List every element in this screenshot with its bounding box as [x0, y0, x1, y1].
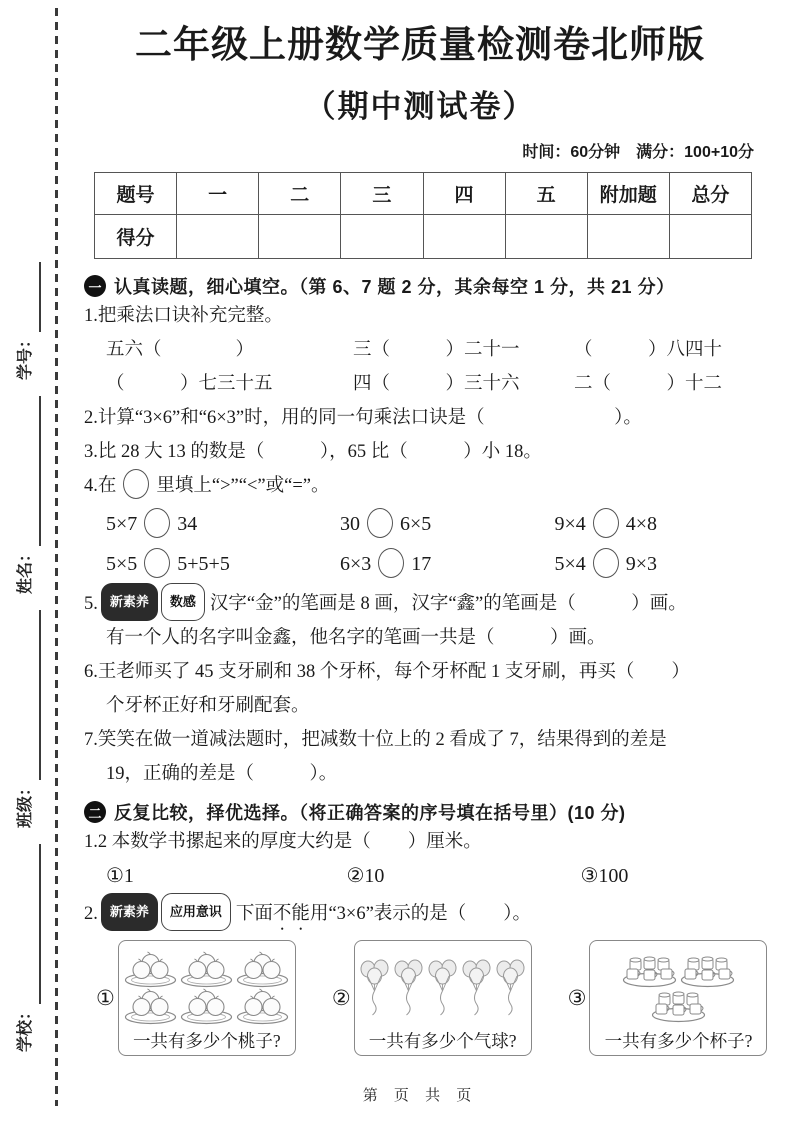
s1-q5-text: 汉字“金”的笔画是 8 画，汉字“鑫”的笔画是（ ）画。: [209, 594, 687, 614]
choice-caption: 一共有多少个杯子?: [604, 1031, 753, 1051]
balloon-bunch-icon: [461, 958, 492, 1018]
score-header-cell: 三: [341, 173, 423, 215]
compare-item: [555, 508, 757, 538]
name-label: 姓名：: [17, 545, 34, 594]
s1-q2-text: 2.计算“3×6”和“6×3”时，用的同一句乘法口诀是（ ）。: [84, 408, 642, 428]
balloon-bunches-group: [358, 946, 528, 1030]
class-label: 班级：: [17, 779, 34, 828]
choice-balloons: [332, 940, 532, 1056]
score-blank-cell: [669, 215, 751, 259]
new-literacy-badge: 新素养: [101, 893, 158, 931]
circled-number: ①: [96, 985, 115, 1010]
compare-item: [106, 548, 340, 578]
compare-item: [106, 508, 340, 538]
compare-left: 5×7: [106, 513, 138, 535]
balloon-bunch-icon: [359, 958, 390, 1018]
question-number: 2.: [84, 904, 98, 924]
score-blank-cell: [341, 215, 423, 259]
compare-circle-icon: [593, 548, 619, 578]
student-number-field: [13, 262, 41, 380]
paper-main-column: [84, 0, 756, 1056]
s1-q4-row1: [106, 503, 756, 543]
school-label: 学校：: [17, 1003, 34, 1052]
section-one-icon: 一: [84, 275, 106, 297]
compare-circle-icon: [144, 548, 170, 578]
compare-circle-icon: [593, 508, 619, 538]
s1-q1-row2: [106, 367, 756, 401]
s2-q1-text: 1.2 本数学书摞起来的厚度大约是（ ）厘米。: [84, 832, 482, 852]
score-header-cell: 题号: [95, 173, 177, 215]
s2-q2-post: 用“3×6”表示的是（ ）。: [309, 904, 532, 924]
score-table: [94, 172, 752, 259]
choice-peaches: [96, 940, 296, 1056]
compare-right: 6×5: [400, 513, 432, 535]
paper-subtitle: （期中测试卷）: [304, 89, 536, 124]
s1-q6-line1: 6.王老师买了 45 支牙刷和 38 个牙杯，每个牙杯配 1 支牙刷，再买（ ）: [84, 662, 690, 682]
compare-item: [340, 548, 555, 578]
s2-q2-choice-images: [96, 940, 756, 1056]
s1-q4-row2: [106, 543, 756, 583]
s1-q1-text: 1.把乘法口诀补充完整。: [84, 306, 283, 326]
balloon-bunch-icon: [427, 958, 458, 1018]
cup-plate-icon: [622, 953, 677, 988]
s2-q2-pre: 下面: [235, 904, 273, 924]
s1-q3-text: 3.比 28 大 13 的数是（ ），65 比（ ）小 18。: [84, 442, 542, 462]
formula-blank: 三（ ）二十一: [353, 340, 520, 360]
formula-blank: 二（ ）十二: [574, 374, 723, 394]
peach-plate-icon: [236, 951, 289, 988]
s1-q5-line1: [84, 583, 756, 621]
school-field: [13, 844, 41, 1052]
compare-left: 6×3: [340, 553, 372, 575]
choice-caption: 一共有多少个气球?: [368, 1031, 517, 1051]
section1-title: 认真读题，细心填空。（第 6、7 题 2 分，其余每空 1 分，共 21 分）: [114, 277, 675, 297]
section2-title: 反复比较，择优选择。（将正确答案的序号填在括号里）(10 分): [114, 803, 626, 823]
time-score-info: 时间：60分钟 满分：100+10分: [522, 144, 754, 161]
s1-q7-line2: 19，正确的差是（ ）。: [106, 764, 338, 784]
compare-left: 5×4: [554, 553, 586, 575]
s2-q2-emphasized: 不能: [272, 904, 310, 924]
score-blank-cell: [177, 215, 259, 259]
s1-q6-line2: 个牙杯正好和牙刷配套。: [106, 696, 310, 716]
peach-plate-icon: [236, 988, 289, 1025]
peach-plate-icon: [124, 951, 177, 988]
score-header-cell: 附加题: [587, 173, 669, 215]
dashed-cut-line: [55, 8, 58, 1106]
application-awareness-badge: 应用意识: [161, 893, 231, 931]
school-blank-line: [13, 844, 41, 1004]
formula-blank: （ ）七三十五: [106, 374, 273, 394]
compare-left: 30: [340, 513, 360, 535]
section2-heading: [84, 799, 756, 825]
student-number-label: 学号：: [17, 331, 34, 380]
score-header-cell: 总分: [669, 173, 751, 215]
compare-right: 9×3: [625, 553, 658, 575]
score-blank-cell: [423, 215, 505, 259]
compare-item: [340, 508, 555, 538]
class-blank-line: [13, 610, 41, 780]
formula-blank: （ ）八四十: [574, 340, 723, 360]
peach-plates-group: [122, 946, 292, 1030]
score-blank-cell: [259, 215, 341, 259]
balloon-bunch-icon: [393, 958, 424, 1018]
s1-q1-row1: [106, 333, 756, 367]
compare-left: 5×5: [106, 553, 138, 575]
s1-q5-line2: 有一个人的名字叫金鑫，他名字的笔画一共是（ ）画。: [106, 628, 606, 648]
peach-plate-icon: [180, 951, 233, 988]
choice-box-peaches: [118, 940, 296, 1056]
compare-item: [555, 548, 757, 578]
choice-cups: [568, 940, 768, 1056]
compare-right: 4×8: [625, 513, 658, 535]
s2-q2-text: [84, 893, 756, 934]
compare-circle-icon: [378, 548, 404, 578]
choice-caption: 一共有多少个桃子?: [132, 1031, 281, 1051]
formula-blank: 四（ ）三十六: [353, 374, 520, 394]
peach-plate-icon: [180, 988, 233, 1025]
score-header-cell: 一: [177, 173, 259, 215]
question-number: 5.: [84, 594, 98, 614]
formula-blank: 五六（ ）: [106, 340, 255, 360]
compare-left: 9×4: [554, 513, 586, 535]
new-literacy-badge: 新素养: [101, 583, 158, 621]
page-footer: 第 页 共 页: [362, 1087, 478, 1104]
cup-plate-icon: [651, 988, 706, 1023]
compare-right: 17: [411, 553, 432, 575]
class-field: [13, 610, 41, 828]
compare-circle-icon: [367, 508, 393, 538]
number-sense-badge: 数感: [161, 583, 205, 621]
paper-title: 二年级上册数学质量检测卷北师版: [135, 24, 705, 65]
peach-plate-icon: [124, 988, 177, 1025]
section-two-icon: 二: [84, 801, 106, 823]
s1-q7-line1: 7.笑笑在做一道减法题时，把减数十位上的 2 看成了 7，结果得到的差是: [84, 730, 667, 750]
s1-q4-text-pre: 4.在: [84, 476, 117, 496]
student-info-strip: [13, 22, 49, 1122]
score-table-score-row: [95, 215, 752, 259]
score-row-label: 得分: [95, 215, 177, 259]
student-number-blank-line: [13, 262, 41, 332]
score-table-header-row: [95, 173, 752, 215]
choice-box-balloons: [354, 940, 532, 1056]
s2-q1-options: [106, 859, 756, 893]
name-field: [13, 396, 41, 594]
score-blank-cell: [587, 215, 669, 259]
circled-number: ③: [567, 985, 587, 1010]
score-header-cell: 四: [423, 173, 505, 215]
compare-right: 34: [177, 513, 198, 535]
score-header-cell: 五: [505, 173, 587, 215]
name-blank-line: [13, 396, 41, 546]
score-blank-cell: [505, 215, 587, 259]
compare-circle-icon: [144, 508, 170, 538]
s1-q4-text: [84, 469, 756, 503]
option-2: ②10: [346, 865, 385, 887]
cup-plate-icon: [680, 953, 735, 988]
circled-number: ②: [331, 985, 351, 1010]
option-3: ③100: [580, 865, 629, 887]
compare-right: 5+5+5: [177, 553, 230, 575]
cup-plates-group: [593, 946, 763, 1030]
score-header-cell: 二: [259, 173, 341, 215]
choice-box-cups: [589, 940, 767, 1056]
compare-circle-icon: [123, 469, 149, 499]
section1-heading: [84, 273, 756, 299]
s1-q4-text-post: 里填上“>”“<”或“=”。: [156, 476, 330, 496]
balloon-bunch-icon: [495, 958, 526, 1018]
option-1: ①1: [106, 865, 134, 887]
